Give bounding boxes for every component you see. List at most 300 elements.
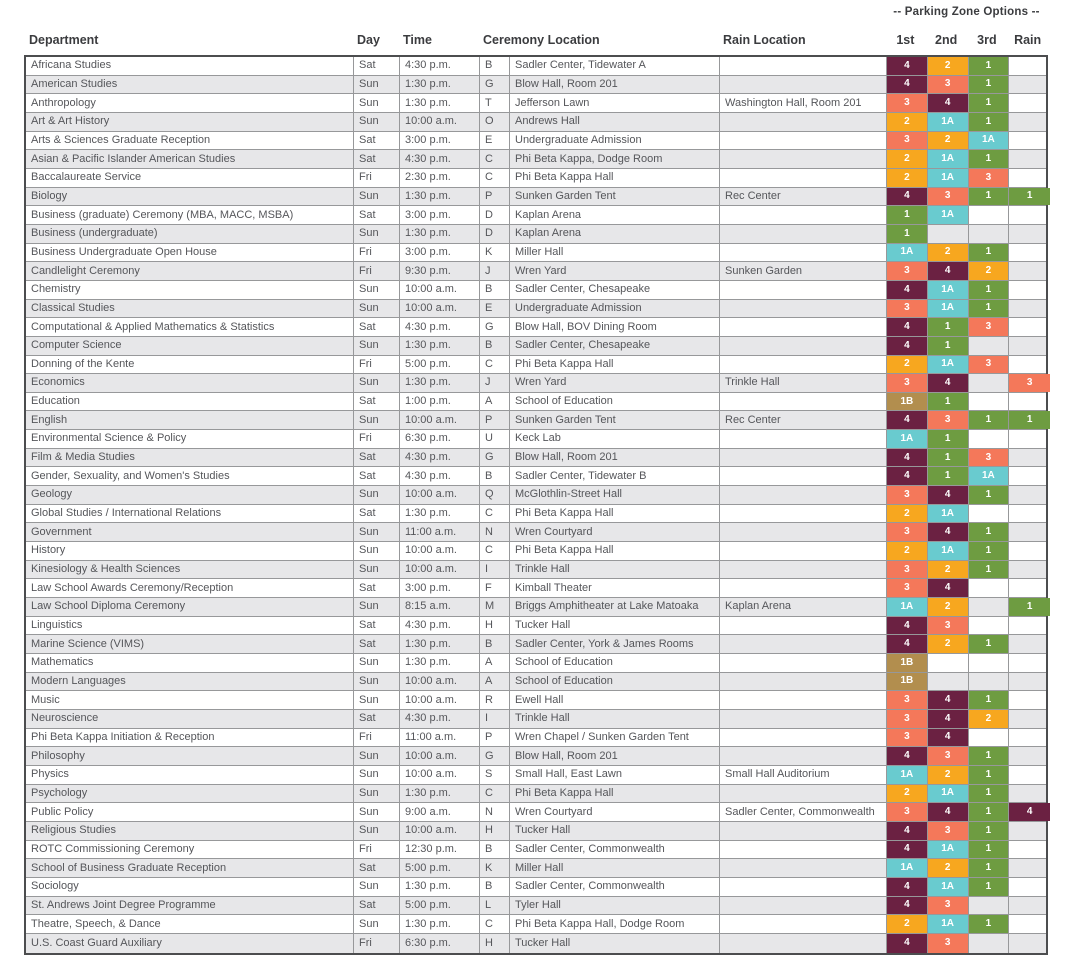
cell-parking-zone-rain: [1009, 915, 1050, 933]
cell-parking-zone-3rd: [969, 337, 1010, 355]
cell-code: A: [480, 393, 510, 411]
cell-ceremony-location: School of Education: [510, 393, 720, 411]
cell-parking-zone-rain: [1009, 318, 1050, 336]
cell-parking-zone-3rd: 1: [969, 747, 1010, 765]
cell-ceremony-location: Phi Beta Kappa Hall: [510, 505, 720, 523]
cell-day: Sat: [354, 579, 400, 597]
cell-ceremony-location: Undergraduate Admission: [510, 132, 720, 150]
cell-code: B: [480, 281, 510, 299]
table-row: [26, 822, 1046, 841]
cell-rain-location: [720, 150, 887, 168]
cell-ceremony-location: Sadler Center, Commonwealth: [510, 841, 720, 859]
cell-parking-zone-2nd: 3: [928, 617, 969, 635]
cell-time: 9:00 a.m.: [400, 803, 480, 821]
cell-day: Fri: [354, 934, 400, 953]
cell-rain-location: [720, 356, 887, 374]
ceremony-schedule-table: [24, 55, 1048, 955]
cell-parking-zone-1st: 4: [887, 841, 928, 859]
table-row: [26, 523, 1046, 542]
cell-parking-zone-2nd: 3: [928, 76, 969, 94]
cell-parking-zone-1st: 4: [887, 617, 928, 635]
cell-parking-zone-1st: 4: [887, 897, 928, 915]
cell-parking-zone-1st: 1A: [887, 598, 928, 616]
cell-parking-zone-3rd: 1: [969, 841, 1010, 859]
cell-parking-zone-2nd: 1: [928, 318, 969, 336]
cell-rain-location: [720, 635, 887, 653]
cell-rain-location: [720, 169, 887, 187]
cell-rain-location: [720, 244, 887, 262]
cell-ceremony-location: Sadler Center, Tidewater B: [510, 467, 720, 485]
cell-parking-zone-3rd: 1: [969, 635, 1010, 653]
table-row: [26, 729, 1046, 748]
cell-time: 10:00 a.m.: [400, 747, 480, 765]
table-row: [26, 225, 1046, 244]
cell-code: P: [480, 188, 510, 206]
cell-parking-zone-rain: [1009, 635, 1050, 653]
cell-day: Sat: [354, 505, 400, 523]
cell-rain-location: [720, 300, 887, 318]
cell-day: Sun: [354, 281, 400, 299]
cell-department: Computational & Applied Mathematics & Statistics: [26, 318, 354, 336]
cell-ceremony-location: Phi Beta Kappa, Dodge Room: [510, 150, 720, 168]
table-row: [26, 262, 1046, 281]
cell-parking-zone-1st: 3: [887, 710, 928, 728]
cell-parking-zone-rain: [1009, 449, 1050, 467]
cell-day: Fri: [354, 729, 400, 747]
cell-parking-zone-2nd: 2: [928, 635, 969, 653]
cell-day: Sun: [354, 673, 400, 691]
cell-rain-location: [720, 132, 887, 150]
cell-day: Sun: [354, 411, 400, 429]
cell-parking-zone-1st: 1A: [887, 430, 928, 448]
cell-parking-zone-3rd: 1A: [969, 132, 1010, 150]
cell-parking-zone-2nd: 4: [928, 803, 969, 821]
cell-code: M: [480, 598, 510, 616]
table-row: [26, 598, 1046, 617]
cell-department: Asian & Pacific Islander American Studies: [26, 150, 354, 168]
cell-code: Q: [480, 486, 510, 504]
cell-parking-zone-2nd: 1: [928, 337, 969, 355]
cell-time: 3:00 p.m.: [400, 579, 480, 597]
cell-code: G: [480, 747, 510, 765]
cell-rain-location: Rec Center: [720, 188, 887, 206]
cell-time: 5:00 p.m.: [400, 356, 480, 374]
cell-rain-location: [720, 430, 887, 448]
table-row: [26, 430, 1046, 449]
cell-time: 1:30 p.m.: [400, 337, 480, 355]
cell-parking-zone-rain: [1009, 356, 1050, 374]
cell-parking-zone-1st: 2: [887, 113, 928, 131]
table-row: [26, 374, 1046, 393]
table-row: [26, 691, 1046, 710]
table-row: [26, 94, 1046, 113]
cell-department: English: [26, 411, 354, 429]
cell-parking-zone-rain: [1009, 206, 1050, 224]
cell-day: Fri: [354, 841, 400, 859]
column-header-rain-location: Rain Location: [723, 33, 806, 47]
cell-ceremony-location: Ewell Hall: [510, 691, 720, 709]
cell-department: Education: [26, 393, 354, 411]
cell-time: 1:30 p.m.: [400, 654, 480, 672]
cell-parking-zone-1st: 3: [887, 300, 928, 318]
cell-parking-zone-rain: [1009, 654, 1050, 672]
cell-department: Baccalaureate Service: [26, 169, 354, 187]
table-row: [26, 76, 1046, 95]
cell-department: Marine Science (VIMS): [26, 635, 354, 653]
cell-parking-zone-3rd: 2: [969, 710, 1010, 728]
cell-department: Film & Media Studies: [26, 449, 354, 467]
cell-time: 9:30 p.m.: [400, 262, 480, 280]
cell-parking-zone-rain: [1009, 300, 1050, 318]
cell-day: Sat: [354, 449, 400, 467]
cell-parking-zone-rain: [1009, 467, 1050, 485]
cell-parking-zone-1st: 4: [887, 878, 928, 896]
cell-time: 8:15 a.m.: [400, 598, 480, 616]
column-header-ceremony-location: Ceremony Location: [483, 33, 600, 47]
column-header-zone-3rd: 3rd: [977, 33, 997, 47]
cell-parking-zone-1st: 2: [887, 150, 928, 168]
table-row: [26, 710, 1046, 729]
cell-rain-location: [720, 113, 887, 131]
cell-time: 4:30 p.m.: [400, 617, 480, 635]
cell-code: C: [480, 915, 510, 933]
cell-parking-zone-2nd: 2: [928, 57, 969, 75]
cell-time: 1:30 p.m.: [400, 878, 480, 896]
cell-department: Linguistics: [26, 617, 354, 635]
cell-ceremony-location: Sunken Garden Tent: [510, 188, 720, 206]
cell-ceremony-location: Wren Chapel / Sunken Garden Tent: [510, 729, 720, 747]
cell-parking-zone-3rd: [969, 206, 1010, 224]
cell-parking-zone-2nd: 1A: [928, 878, 969, 896]
cell-parking-zone-3rd: 1: [969, 766, 1010, 784]
cell-parking-zone-3rd: 1A: [969, 467, 1010, 485]
cell-parking-zone-rain: [1009, 430, 1050, 448]
cell-parking-zone-rain: [1009, 934, 1050, 953]
cell-parking-zone-rain: [1009, 113, 1050, 131]
cell-parking-zone-3rd: 1: [969, 691, 1010, 709]
cell-department: Mathematics: [26, 654, 354, 672]
cell-time: 6:30 p.m.: [400, 934, 480, 953]
cell-day: Fri: [354, 356, 400, 374]
cell-parking-zone-1st: 4: [887, 57, 928, 75]
cell-rain-location: [720, 57, 887, 75]
cell-department: Physics: [26, 766, 354, 784]
cell-parking-zone-2nd: 1: [928, 393, 969, 411]
cell-parking-zone-2nd: 4: [928, 523, 969, 541]
cell-ceremony-location: Blow Hall, Room 201: [510, 747, 720, 765]
cell-parking-zone-1st: 1B: [887, 673, 928, 691]
cell-parking-zone-2nd: 3: [928, 411, 969, 429]
cell-parking-zone-3rd: 3: [969, 318, 1010, 336]
cell-parking-zone-2nd: 3: [928, 822, 969, 840]
cell-parking-zone-2nd: 1A: [928, 150, 969, 168]
cell-parking-zone-1st: 1: [887, 225, 928, 243]
cell-time: 11:00 a.m.: [400, 523, 480, 541]
cell-rain-location: [720, 225, 887, 243]
cell-rain-location: [720, 76, 887, 94]
cell-parking-zone-3rd: [969, 598, 1010, 616]
cell-rain-location: [720, 617, 887, 635]
cell-parking-zone-3rd: 1: [969, 57, 1010, 75]
cell-parking-zone-3rd: 1: [969, 94, 1010, 112]
table-row: [26, 337, 1046, 356]
cell-ceremony-location: Wren Courtyard: [510, 523, 720, 541]
cell-parking-zone-2nd: 1A: [928, 785, 969, 803]
cell-ceremony-location: Phi Beta Kappa Hall: [510, 785, 720, 803]
cell-parking-zone-rain: 4: [1009, 803, 1050, 821]
cell-department: Art & Art History: [26, 113, 354, 131]
table-row: [26, 878, 1046, 897]
table-row: [26, 169, 1046, 188]
cell-parking-zone-1st: 1A: [887, 859, 928, 877]
cell-parking-zone-3rd: 1: [969, 411, 1010, 429]
cell-parking-zone-1st: 4: [887, 318, 928, 336]
cell-parking-zone-2nd: 1A: [928, 169, 969, 187]
cell-parking-zone-1st: 4: [887, 467, 928, 485]
cell-time: 4:30 p.m.: [400, 57, 480, 75]
cell-parking-zone-3rd: [969, 579, 1010, 597]
cell-day: Sun: [354, 803, 400, 821]
cell-rain-location: Sunken Garden: [720, 262, 887, 280]
cell-parking-zone-1st: 2: [887, 505, 928, 523]
cell-parking-zone-2nd: 3: [928, 747, 969, 765]
table-row: [26, 113, 1046, 132]
cell-parking-zone-1st: 3: [887, 262, 928, 280]
cell-department: Africana Studies: [26, 57, 354, 75]
cell-code: O: [480, 113, 510, 131]
cell-parking-zone-rain: [1009, 169, 1050, 187]
cell-time: 1:30 p.m.: [400, 915, 480, 933]
cell-ceremony-location: Undergraduate Admission: [510, 300, 720, 318]
cell-parking-zone-3rd: 1: [969, 915, 1010, 933]
cell-parking-zone-rain: 1: [1009, 411, 1050, 429]
cell-rain-location: [720, 747, 887, 765]
cell-time: 1:00 p.m.: [400, 393, 480, 411]
cell-time: 1:30 p.m.: [400, 188, 480, 206]
cell-parking-zone-3rd: 1: [969, 281, 1010, 299]
cell-parking-zone-1st: 4: [887, 822, 928, 840]
cell-time: 10:00 a.m.: [400, 113, 480, 131]
cell-ceremony-location: Tucker Hall: [510, 822, 720, 840]
cell-code: C: [480, 505, 510, 523]
cell-parking-zone-1st: 4: [887, 449, 928, 467]
cell-parking-zone-2nd: 1A: [928, 505, 969, 523]
cell-parking-zone-rain: [1009, 57, 1050, 75]
cell-day: Sun: [354, 523, 400, 541]
table-row: [26, 915, 1046, 934]
cell-parking-zone-rain: [1009, 859, 1050, 877]
cell-parking-zone-3rd: 3: [969, 169, 1010, 187]
cell-parking-zone-rain: [1009, 393, 1050, 411]
cell-time: 3:00 p.m.: [400, 206, 480, 224]
cell-department: St. Andrews Joint Degree Programme: [26, 897, 354, 915]
table-row: [26, 356, 1046, 375]
cell-ceremony-location: Tucker Hall: [510, 617, 720, 635]
cell-ceremony-location: Phi Beta Kappa Hall, Dodge Room: [510, 915, 720, 933]
cell-code: H: [480, 822, 510, 840]
cell-day: Sun: [354, 785, 400, 803]
cell-ceremony-location: Wren Yard: [510, 262, 720, 280]
cell-parking-zone-1st: 3: [887, 523, 928, 541]
cell-rain-location: [720, 691, 887, 709]
cell-time: 10:00 a.m.: [400, 673, 480, 691]
cell-parking-zone-1st: 4: [887, 281, 928, 299]
cell-parking-zone-rain: [1009, 281, 1050, 299]
cell-parking-zone-2nd: 1: [928, 449, 969, 467]
cell-code: G: [480, 449, 510, 467]
cell-parking-zone-2nd: 3: [928, 897, 969, 915]
table-row: [26, 561, 1046, 580]
cell-rain-location: [720, 579, 887, 597]
cell-parking-zone-rain: [1009, 691, 1050, 709]
cell-parking-zone-2nd: 4: [928, 579, 969, 597]
cell-time: 3:00 p.m.: [400, 244, 480, 262]
cell-parking-zone-2nd: 1A: [928, 281, 969, 299]
cell-parking-zone-2nd: 2: [928, 766, 969, 784]
cell-department: Economics: [26, 374, 354, 392]
cell-ceremony-location: Sadler Center, Chesapeake: [510, 337, 720, 355]
cell-day: Sun: [354, 337, 400, 355]
cell-rain-location: [720, 673, 887, 691]
cell-parking-zone-1st: 2: [887, 915, 928, 933]
cell-time: 4:30 p.m.: [400, 449, 480, 467]
cell-day: Sat: [354, 859, 400, 877]
cell-parking-zone-1st: 4: [887, 76, 928, 94]
cell-ceremony-location: Blow Hall, Room 201: [510, 76, 720, 94]
cell-parking-zone-3rd: 1: [969, 300, 1010, 318]
cell-parking-zone-1st: 2: [887, 169, 928, 187]
cell-code: E: [480, 132, 510, 150]
cell-rain-location: [720, 449, 887, 467]
cell-time: 3:00 p.m.: [400, 132, 480, 150]
cell-department: Philosophy: [26, 747, 354, 765]
cell-day: Sun: [354, 598, 400, 616]
cell-code: C: [480, 169, 510, 187]
table-row: [26, 897, 1046, 916]
cell-code: L: [480, 897, 510, 915]
cell-rain-location: [720, 934, 887, 953]
cell-parking-zone-rain: 3: [1009, 374, 1050, 392]
cell-ceremony-location: Sadler Center, Tidewater A: [510, 57, 720, 75]
cell-parking-zone-3rd: [969, 225, 1010, 243]
cell-code: K: [480, 244, 510, 262]
cell-parking-zone-2nd: 4: [928, 710, 969, 728]
cell-parking-zone-1st: 3: [887, 579, 928, 597]
cell-rain-location: Washington Hall, Room 201: [720, 94, 887, 112]
cell-ceremony-location: Sunken Garden Tent: [510, 411, 720, 429]
cell-code: K: [480, 859, 510, 877]
cell-code: P: [480, 729, 510, 747]
cell-rain-location: Small Hall Auditorium: [720, 766, 887, 784]
cell-parking-zone-3rd: [969, 654, 1010, 672]
cell-parking-zone-rain: [1009, 785, 1050, 803]
cell-parking-zone-1st: 1B: [887, 654, 928, 672]
cell-day: Sun: [354, 822, 400, 840]
cell-rain-location: Trinkle Hall: [720, 374, 887, 392]
cell-parking-zone-1st: 1B: [887, 393, 928, 411]
cell-ceremony-location: Jefferson Lawn: [510, 94, 720, 112]
cell-department: Chemistry: [26, 281, 354, 299]
cell-code: D: [480, 206, 510, 224]
cell-parking-zone-rain: 1: [1009, 598, 1050, 616]
cell-parking-zone-rain: [1009, 841, 1050, 859]
cell-day: Sun: [354, 654, 400, 672]
column-header-zone-rain: Rain: [1014, 33, 1042, 47]
cell-parking-zone-rain: [1009, 244, 1050, 262]
cell-day: Sun: [354, 76, 400, 94]
table-row: [26, 859, 1046, 878]
cell-parking-zone-rain: [1009, 822, 1050, 840]
cell-department: Candlelight Ceremony: [26, 262, 354, 280]
table-row: [26, 654, 1046, 673]
cell-rain-location: [720, 393, 887, 411]
cell-department: Law School Diploma Ceremony: [26, 598, 354, 616]
cell-parking-zone-2nd: 2: [928, 132, 969, 150]
cell-parking-zone-rain: 1: [1009, 188, 1050, 206]
cell-ceremony-location: Sadler Center, Commonwealth: [510, 878, 720, 896]
cell-day: Sat: [354, 393, 400, 411]
cell-rain-location: [720, 467, 887, 485]
cell-ceremony-location: Tucker Hall: [510, 934, 720, 953]
cell-parking-zone-3rd: 3: [969, 449, 1010, 467]
cell-parking-zone-1st: 4: [887, 188, 928, 206]
cell-department: Music: [26, 691, 354, 709]
cell-parking-zone-3rd: 1: [969, 188, 1010, 206]
cell-department: Geology: [26, 486, 354, 504]
cell-time: 10:00 a.m.: [400, 486, 480, 504]
cell-rain-location: [720, 785, 887, 803]
cell-rain-location: [720, 710, 887, 728]
cell-rain-location: [720, 878, 887, 896]
cell-parking-zone-1st: 3: [887, 803, 928, 821]
cell-ceremony-location: Phi Beta Kappa Hall: [510, 356, 720, 374]
cell-parking-zone-1st: 3: [887, 132, 928, 150]
cell-department: U.S. Coast Guard Auxiliary: [26, 934, 354, 953]
cell-parking-zone-1st: 4: [887, 337, 928, 355]
cell-parking-zone-2nd: 3: [928, 188, 969, 206]
table-row: [26, 747, 1046, 766]
cell-rain-location: Rec Center: [720, 411, 887, 429]
cell-time: 5:00 p.m.: [400, 859, 480, 877]
cell-parking-zone-2nd: 4: [928, 94, 969, 112]
cell-day: Sun: [354, 766, 400, 784]
cell-code: I: [480, 561, 510, 579]
cell-department: Anthropology: [26, 94, 354, 112]
cell-parking-zone-2nd: 1: [928, 467, 969, 485]
cell-ceremony-location: Small Hall, East Lawn: [510, 766, 720, 784]
cell-time: 1:30 p.m.: [400, 635, 480, 653]
cell-day: Sat: [354, 710, 400, 728]
cell-parking-zone-2nd: 1A: [928, 841, 969, 859]
cell-ceremony-location: Andrews Hall: [510, 113, 720, 131]
cell-code: H: [480, 617, 510, 635]
cell-time: 1:30 p.m.: [400, 225, 480, 243]
cell-parking-zone-2nd: 1A: [928, 113, 969, 131]
cell-parking-zone-rain: [1009, 262, 1050, 280]
cell-parking-zone-3rd: [969, 374, 1010, 392]
cell-rain-location: [720, 523, 887, 541]
cell-day: Sun: [354, 94, 400, 112]
cell-time: 10:00 a.m.: [400, 766, 480, 784]
cell-parking-zone-3rd: 1: [969, 486, 1010, 504]
cell-time: 5:00 p.m.: [400, 897, 480, 915]
cell-department: Donning of the Kente: [26, 356, 354, 374]
cell-department: Public Policy: [26, 803, 354, 821]
cell-parking-zone-rain: [1009, 710, 1050, 728]
cell-parking-zone-2nd: 4: [928, 486, 969, 504]
cell-parking-zone-1st: 4: [887, 635, 928, 653]
table-row: [26, 188, 1046, 207]
